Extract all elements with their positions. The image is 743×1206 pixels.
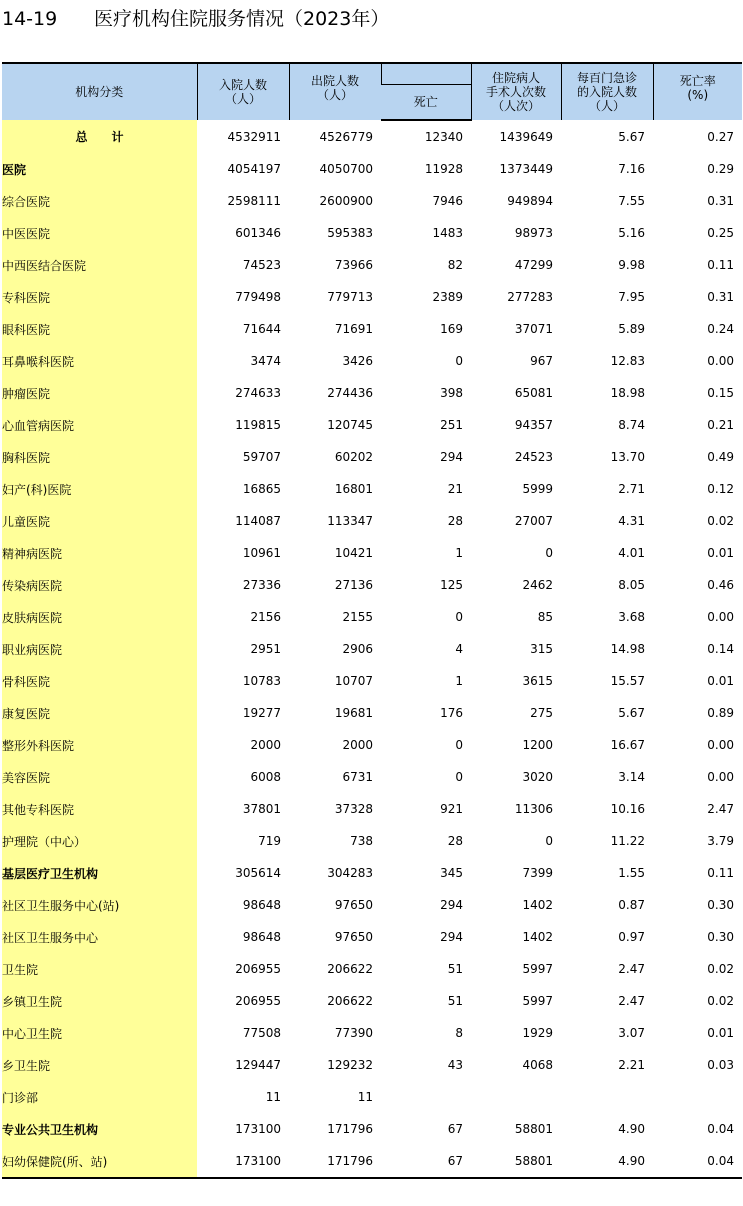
cell-admissions: 2951 bbox=[250, 642, 281, 656]
cell-per100: 5.89 bbox=[618, 322, 645, 336]
header-deaths-top bbox=[381, 63, 471, 85]
header-discharges-line1: 出院人数 bbox=[310, 74, 359, 88]
row-category: 美容医院 bbox=[2, 761, 197, 793]
cell-mortality: 0.14 bbox=[707, 642, 734, 656]
cell-discharges: 171796 bbox=[289, 1145, 381, 1178]
cell-surgery: 0 bbox=[545, 546, 553, 560]
table-row bbox=[2, 953, 742, 985]
cell-mortality: 0.04 bbox=[653, 1145, 742, 1178]
row-category: 眼科医院 bbox=[2, 313, 197, 345]
row-category: 胸科医院 bbox=[2, 441, 197, 473]
cell-per100: 8.74 bbox=[618, 418, 645, 432]
page-title bbox=[2, 4, 389, 34]
cell-per100: 4.90 bbox=[618, 1122, 645, 1136]
cell-per100: 14.98 bbox=[610, 642, 645, 656]
cell-discharges: 779713 bbox=[327, 290, 373, 304]
cell-surgery: 7399 bbox=[522, 866, 553, 880]
table-title: 医疗机构住院服务情况（2023年） bbox=[94, 8, 390, 30]
table-row bbox=[2, 120, 742, 153]
cell-per100: 11.22 bbox=[610, 834, 645, 848]
cell-mortality: 0.15 bbox=[707, 386, 734, 400]
cell-mortality: 0.25 bbox=[707, 226, 734, 240]
cell-mortality: 0.30 bbox=[707, 930, 734, 944]
hospitalization-table bbox=[2, 62, 742, 1179]
cell-admissions: 206955 bbox=[235, 994, 281, 1008]
cell-per100: 2.47 bbox=[618, 962, 645, 976]
cell-deaths: 294 bbox=[440, 898, 463, 912]
row-category: 社区卫生服务中心(站) bbox=[2, 889, 197, 921]
header-emergency bbox=[561, 63, 653, 120]
cell-deaths: 1 bbox=[455, 674, 463, 688]
cell-deaths: 0 bbox=[455, 738, 463, 752]
cell-discharges: 2906 bbox=[342, 642, 373, 656]
cell-deaths: 398 bbox=[440, 386, 463, 400]
cell-mortality: 0.11 bbox=[707, 866, 734, 880]
header-surgery bbox=[471, 63, 561, 120]
cell-per100: 15.57 bbox=[610, 674, 645, 688]
cell-deaths: 4 bbox=[455, 642, 463, 656]
cell-per100: 4.31 bbox=[618, 514, 645, 528]
cell-discharges: 4526779 bbox=[319, 129, 373, 144]
cell-deaths: 125 bbox=[440, 578, 463, 592]
cell-discharges: 129232 bbox=[327, 1058, 373, 1072]
cell-admissions: 6008 bbox=[250, 770, 281, 784]
cell-admissions: 2156 bbox=[250, 610, 281, 624]
cell-mortality: 0.02 bbox=[707, 994, 734, 1008]
cell-surgery: 27007 bbox=[514, 514, 553, 528]
cell-mortality: 0.30 bbox=[707, 898, 734, 912]
cell-admissions: 114087 bbox=[235, 514, 281, 528]
cell-admissions: 98648 bbox=[242, 898, 281, 912]
row-category: 骨科医院 bbox=[2, 665, 197, 697]
row-category: 耳鼻喉科医院 bbox=[2, 345, 197, 377]
cell-admissions: 206955 bbox=[235, 962, 281, 976]
header-admissions-line1: 入院人数 bbox=[218, 78, 267, 92]
cell-surgery: 277283 bbox=[507, 290, 553, 304]
row-category: 肿瘤医院 bbox=[2, 377, 197, 409]
header-emergency-line2: 的入院人数 bbox=[576, 85, 637, 99]
cell-admissions: 2598111 bbox=[227, 194, 281, 208]
cell-mortality: 0.29 bbox=[707, 162, 734, 176]
cell-discharges: 2600900 bbox=[319, 194, 373, 208]
cell-deaths: 28 bbox=[447, 514, 463, 528]
cell-mortality: 0.89 bbox=[707, 706, 734, 720]
cell-surgery: 1402 bbox=[522, 930, 553, 944]
cell-deaths: 8 bbox=[455, 1026, 463, 1040]
table-row bbox=[2, 761, 742, 793]
cell-per100: 3.07 bbox=[618, 1026, 645, 1040]
table-row bbox=[2, 729, 742, 761]
cell-discharges: 19681 bbox=[334, 706, 373, 720]
cell-deaths: 169 bbox=[440, 322, 463, 336]
table-row bbox=[2, 313, 742, 345]
cell-surgery: 5997 bbox=[522, 962, 553, 976]
header-category: 机构分类 bbox=[2, 63, 197, 120]
cell-per100 bbox=[561, 1081, 653, 1113]
cell-deaths: 7946 bbox=[432, 194, 463, 208]
row-category: 职业病医院 bbox=[2, 633, 197, 665]
cell-mortality: 0.46 bbox=[707, 578, 734, 592]
table-row bbox=[2, 1081, 742, 1113]
cell-mortality: 0.00 bbox=[707, 770, 734, 784]
cell-surgery: 1402 bbox=[522, 898, 553, 912]
cell-admissions: 74523 bbox=[242, 258, 281, 272]
cell-discharges: 3426 bbox=[342, 354, 373, 368]
cell-deaths: 21 bbox=[447, 482, 463, 496]
cell-per100: 4.01 bbox=[618, 546, 645, 560]
cell-surgery: 58801 bbox=[471, 1145, 561, 1178]
cell-discharges: 2000 bbox=[342, 738, 373, 752]
cell-discharges: 113347 bbox=[327, 514, 373, 528]
cell-admissions: 779498 bbox=[235, 290, 281, 304]
header-admissions-line2: （人） bbox=[224, 92, 261, 106]
cell-surgery: 1439649 bbox=[499, 129, 553, 144]
cell-per100: 10.16 bbox=[610, 802, 645, 816]
cell-deaths: 82 bbox=[447, 258, 463, 272]
cell-deaths: 921 bbox=[440, 802, 463, 816]
cell-deaths: 0 bbox=[455, 610, 463, 624]
row-category: 其他专科医院 bbox=[2, 793, 197, 825]
row-category: 社区卫生服务中心 bbox=[2, 921, 197, 953]
cell-discharges: 27136 bbox=[334, 578, 373, 592]
header-mortality-line2: (%) bbox=[687, 88, 709, 102]
cell-admissions: 305614 bbox=[235, 866, 281, 880]
cell-discharges: 738 bbox=[350, 834, 373, 848]
cell-discharges: 71691 bbox=[334, 322, 373, 336]
cell-discharges: 206622 bbox=[327, 994, 373, 1008]
table-body bbox=[2, 120, 742, 1178]
table-row bbox=[2, 793, 742, 825]
cell-deaths: 176 bbox=[440, 706, 463, 720]
table-row bbox=[2, 1049, 742, 1081]
table-row bbox=[2, 473, 742, 505]
row-category: 专科医院 bbox=[2, 281, 197, 313]
cell-admissions: 77508 bbox=[242, 1026, 281, 1040]
cell-surgery: 1200 bbox=[522, 738, 553, 752]
cell-surgery: 5999 bbox=[522, 482, 553, 496]
cell-discharges: 595383 bbox=[327, 226, 373, 240]
cell-mortality: 3.79 bbox=[707, 834, 734, 848]
cell-per100: 12.83 bbox=[610, 354, 645, 368]
table-row bbox=[2, 377, 742, 409]
cell-deaths: 67 bbox=[381, 1145, 471, 1178]
cell-discharges: 6731 bbox=[342, 770, 373, 784]
cell-per100: 0.97 bbox=[618, 930, 645, 944]
cell-admissions: 173100 bbox=[235, 1122, 281, 1136]
cell-mortality bbox=[653, 1081, 742, 1113]
cell-per100: 5.67 bbox=[618, 706, 645, 720]
cell-per100: 3.68 bbox=[618, 610, 645, 624]
cell-mortality: 0.00 bbox=[707, 738, 734, 752]
cell-admissions: 3474 bbox=[250, 354, 281, 368]
cell-deaths: 0 bbox=[455, 770, 463, 784]
cell-deaths: 294 bbox=[440, 450, 463, 464]
cell-surgery: 37071 bbox=[514, 322, 553, 336]
cell-surgery: 967 bbox=[530, 354, 553, 368]
row-category: 基层医疗卫生机构 bbox=[2, 857, 197, 889]
table-row bbox=[2, 569, 742, 601]
header-surgery-line1: 住院病人 bbox=[491, 71, 540, 85]
table-row bbox=[2, 409, 742, 441]
cell-surgery: 11306 bbox=[514, 802, 553, 816]
row-category: 乡卫生院 bbox=[2, 1049, 197, 1081]
cell-per100: 7.55 bbox=[618, 194, 645, 208]
cell-discharges: 97650 bbox=[334, 930, 373, 944]
cell-surgery: 94357 bbox=[514, 418, 553, 432]
table-row bbox=[2, 985, 742, 1017]
cell-discharges: 77390 bbox=[334, 1026, 373, 1040]
cell-admissions: 10783 bbox=[242, 674, 281, 688]
cell-mortality: 0.31 bbox=[707, 194, 734, 208]
table-row bbox=[2, 505, 742, 537]
cell-mortality: 0.11 bbox=[707, 258, 734, 272]
row-category: 心血管病医院 bbox=[2, 409, 197, 441]
cell-surgery: 3615 bbox=[522, 674, 553, 688]
cell-surgery: 1929 bbox=[522, 1026, 553, 1040]
row-category: 专业公共卫生机构 bbox=[2, 1113, 197, 1145]
cell-per100: 7.95 bbox=[618, 290, 645, 304]
table-row bbox=[2, 1145, 742, 1178]
cell-per100: 16.67 bbox=[610, 738, 645, 752]
cell-discharges: 4050700 bbox=[319, 162, 373, 176]
row-category: 中心卫生院 bbox=[2, 1017, 197, 1049]
table-number: 14-19 bbox=[2, 8, 58, 30]
cell-admissions: 19277 bbox=[242, 706, 281, 720]
cell-surgery: 5997 bbox=[522, 994, 553, 1008]
table-row bbox=[2, 185, 742, 217]
cell-per100: 2.47 bbox=[618, 994, 645, 1008]
cell-mortality: 0.01 bbox=[707, 546, 734, 560]
cell-discharges: 274436 bbox=[327, 386, 373, 400]
row-category: 妇幼保健院(所、站) bbox=[2, 1145, 197, 1178]
cell-admissions: 173100 bbox=[197, 1145, 289, 1178]
row-category: 皮肤病医院 bbox=[2, 601, 197, 633]
cell-per100: 7.16 bbox=[618, 162, 645, 176]
cell-surgery: 98973 bbox=[514, 226, 553, 240]
cell-admissions: 4532911 bbox=[227, 129, 281, 144]
cell-surgery: 85 bbox=[537, 610, 553, 624]
cell-surgery: 949894 bbox=[507, 194, 553, 208]
cell-mortality: 0.02 bbox=[707, 514, 734, 528]
table-row bbox=[2, 601, 742, 633]
cell-deaths: 0 bbox=[455, 354, 463, 368]
table-row bbox=[2, 665, 742, 697]
cell-per100: 9.98 bbox=[618, 258, 645, 272]
cell-surgery: 2462 bbox=[522, 578, 553, 592]
cell-discharges: 97650 bbox=[334, 898, 373, 912]
cell-discharges: 2155 bbox=[342, 610, 373, 624]
cell-mortality: 0.24 bbox=[707, 322, 734, 336]
cell-deaths: 251 bbox=[440, 418, 463, 432]
cell-per100: 13.70 bbox=[610, 450, 645, 464]
table-row bbox=[2, 537, 742, 569]
cell-discharges: 304283 bbox=[327, 866, 373, 880]
row-category: 医院 bbox=[2, 153, 197, 185]
cell-admissions: 2000 bbox=[250, 738, 281, 752]
cell-admissions: 119815 bbox=[235, 418, 281, 432]
cell-discharges: 171796 bbox=[327, 1122, 373, 1136]
cell-deaths: 67 bbox=[447, 1122, 463, 1136]
table-row bbox=[2, 889, 742, 921]
row-category: 乡镇卫生院 bbox=[2, 985, 197, 1017]
cell-per100: 8.05 bbox=[618, 578, 645, 592]
table-row bbox=[2, 633, 742, 665]
cell-surgery: 0 bbox=[545, 834, 553, 848]
cell-discharges: 73966 bbox=[334, 258, 373, 272]
cell-mortality: 0.04 bbox=[707, 1122, 734, 1136]
cell-admissions: 601346 bbox=[235, 226, 281, 240]
cell-deaths: 2389 bbox=[432, 290, 463, 304]
cell-surgery: 24523 bbox=[514, 450, 553, 464]
cell-mortality: 0.01 bbox=[707, 674, 734, 688]
table-row bbox=[2, 281, 742, 313]
header-admissions bbox=[197, 63, 289, 120]
cell-admissions: 274633 bbox=[235, 386, 281, 400]
cell-discharges: 10707 bbox=[334, 674, 373, 688]
cell-deaths: 51 bbox=[447, 994, 463, 1008]
row-category: 中西医结合医院 bbox=[2, 249, 197, 281]
cell-deaths: 1483 bbox=[432, 226, 463, 240]
cell-surgery: 58801 bbox=[514, 1122, 553, 1136]
cell-mortality: 0.00 bbox=[707, 610, 734, 624]
cell-surgery: 275 bbox=[530, 706, 553, 720]
header-discharges bbox=[289, 63, 381, 120]
cell-surgery: 47299 bbox=[514, 258, 553, 272]
header-emergency-line3: （人） bbox=[588, 99, 625, 113]
cell-surgery: 65081 bbox=[514, 386, 553, 400]
cell-admissions: 129447 bbox=[235, 1058, 281, 1072]
cell-mortality: 0.02 bbox=[707, 962, 734, 976]
row-category: 康复医院 bbox=[2, 697, 197, 729]
cell-mortality: 0.00 bbox=[707, 354, 734, 368]
cell-discharges: 10421 bbox=[334, 546, 373, 560]
cell-mortality: 0.12 bbox=[707, 482, 734, 496]
cell-admissions: 71644 bbox=[242, 322, 281, 336]
header-surgery-line3: （人次） bbox=[491, 99, 540, 113]
cell-mortality: 0.03 bbox=[707, 1058, 734, 1072]
cell-per100: 3.14 bbox=[618, 770, 645, 784]
cell-deaths: 1 bbox=[455, 546, 463, 560]
row-category: 卫生院 bbox=[2, 953, 197, 985]
cell-discharges: 37328 bbox=[334, 802, 373, 816]
cell-admissions: 10961 bbox=[242, 546, 281, 560]
row-category: 妇产(科)医院 bbox=[2, 473, 197, 505]
cell-deaths: 294 bbox=[440, 930, 463, 944]
row-category: 总 计 bbox=[2, 120, 197, 153]
cell-admissions: 27336 bbox=[242, 578, 281, 592]
cell-discharges: 120745 bbox=[327, 418, 373, 432]
table-row bbox=[2, 1113, 742, 1145]
table-row bbox=[2, 153, 742, 185]
cell-admissions: 719 bbox=[258, 834, 281, 848]
row-category: 传染病医院 bbox=[2, 569, 197, 601]
header-surgery-line2: 手术人次数 bbox=[485, 85, 546, 99]
row-category: 儿童医院 bbox=[2, 505, 197, 537]
table-row bbox=[2, 441, 742, 473]
cell-mortality: 2.47 bbox=[707, 802, 734, 816]
table-row bbox=[2, 1017, 742, 1049]
cell-deaths bbox=[381, 1081, 471, 1113]
cell-mortality: 0.27 bbox=[707, 129, 734, 144]
cell-surgery: 4068 bbox=[522, 1058, 553, 1072]
header-emergency-line1: 每百门急诊 bbox=[576, 71, 637, 85]
cell-mortality: 0.01 bbox=[707, 1026, 734, 1040]
cell-per100: 2.71 bbox=[618, 482, 645, 496]
header-deaths: 死亡 bbox=[381, 85, 471, 121]
cell-deaths: 345 bbox=[440, 866, 463, 880]
cell-discharges: 206622 bbox=[327, 962, 373, 976]
cell-surgery bbox=[471, 1081, 561, 1113]
cell-discharges: 60202 bbox=[334, 450, 373, 464]
cell-mortality: 0.31 bbox=[707, 290, 734, 304]
header-discharges-line2: （人） bbox=[316, 88, 353, 102]
row-category: 精神病医院 bbox=[2, 537, 197, 569]
cell-deaths: 43 bbox=[447, 1058, 463, 1072]
cell-per100: 5.67 bbox=[618, 129, 645, 144]
cell-discharges: 16801 bbox=[334, 482, 373, 496]
cell-per100: 1.55 bbox=[618, 866, 645, 880]
table-row bbox=[2, 857, 742, 889]
cell-deaths: 12340 bbox=[424, 130, 463, 144]
cell-deaths: 51 bbox=[447, 962, 463, 976]
cell-admissions: 37801 bbox=[242, 802, 281, 816]
row-category: 整形外科医院 bbox=[2, 729, 197, 761]
cell-admissions: 11 bbox=[265, 1090, 281, 1104]
table-row bbox=[2, 217, 742, 249]
table-row bbox=[2, 921, 742, 953]
cell-admissions: 98648 bbox=[242, 930, 281, 944]
cell-per100: 4.90 bbox=[561, 1145, 653, 1178]
table-row bbox=[2, 697, 742, 729]
cell-surgery: 3020 bbox=[522, 770, 553, 784]
table-header bbox=[2, 63, 742, 120]
cell-per100: 2.21 bbox=[618, 1058, 645, 1072]
cell-per100: 5.16 bbox=[618, 226, 645, 240]
row-category: 综合医院 bbox=[2, 185, 197, 217]
cell-per100: 0.87 bbox=[618, 898, 645, 912]
header-mortality bbox=[653, 63, 742, 120]
row-category: 护理院（中心） bbox=[2, 825, 197, 857]
cell-discharges: 11 bbox=[357, 1090, 373, 1104]
cell-admissions: 16865 bbox=[242, 482, 281, 496]
cell-admissions: 4054197 bbox=[227, 162, 281, 176]
cell-per100: 18.98 bbox=[610, 386, 645, 400]
table-row bbox=[2, 249, 742, 281]
row-category: 门诊部 bbox=[2, 1081, 197, 1113]
cell-mortality: 0.49 bbox=[707, 450, 734, 464]
table-row bbox=[2, 345, 742, 377]
cell-surgery: 315 bbox=[530, 642, 553, 656]
cell-deaths: 11928 bbox=[424, 162, 463, 176]
cell-deaths: 28 bbox=[447, 834, 463, 848]
cell-mortality: 0.21 bbox=[707, 418, 734, 432]
row-category: 中医医院 bbox=[2, 217, 197, 249]
cell-surgery: 1373449 bbox=[499, 162, 553, 176]
cell-admissions: 59707 bbox=[242, 450, 281, 464]
header-mortality-line1: 死亡率 bbox=[679, 74, 716, 88]
table-row bbox=[2, 825, 742, 857]
